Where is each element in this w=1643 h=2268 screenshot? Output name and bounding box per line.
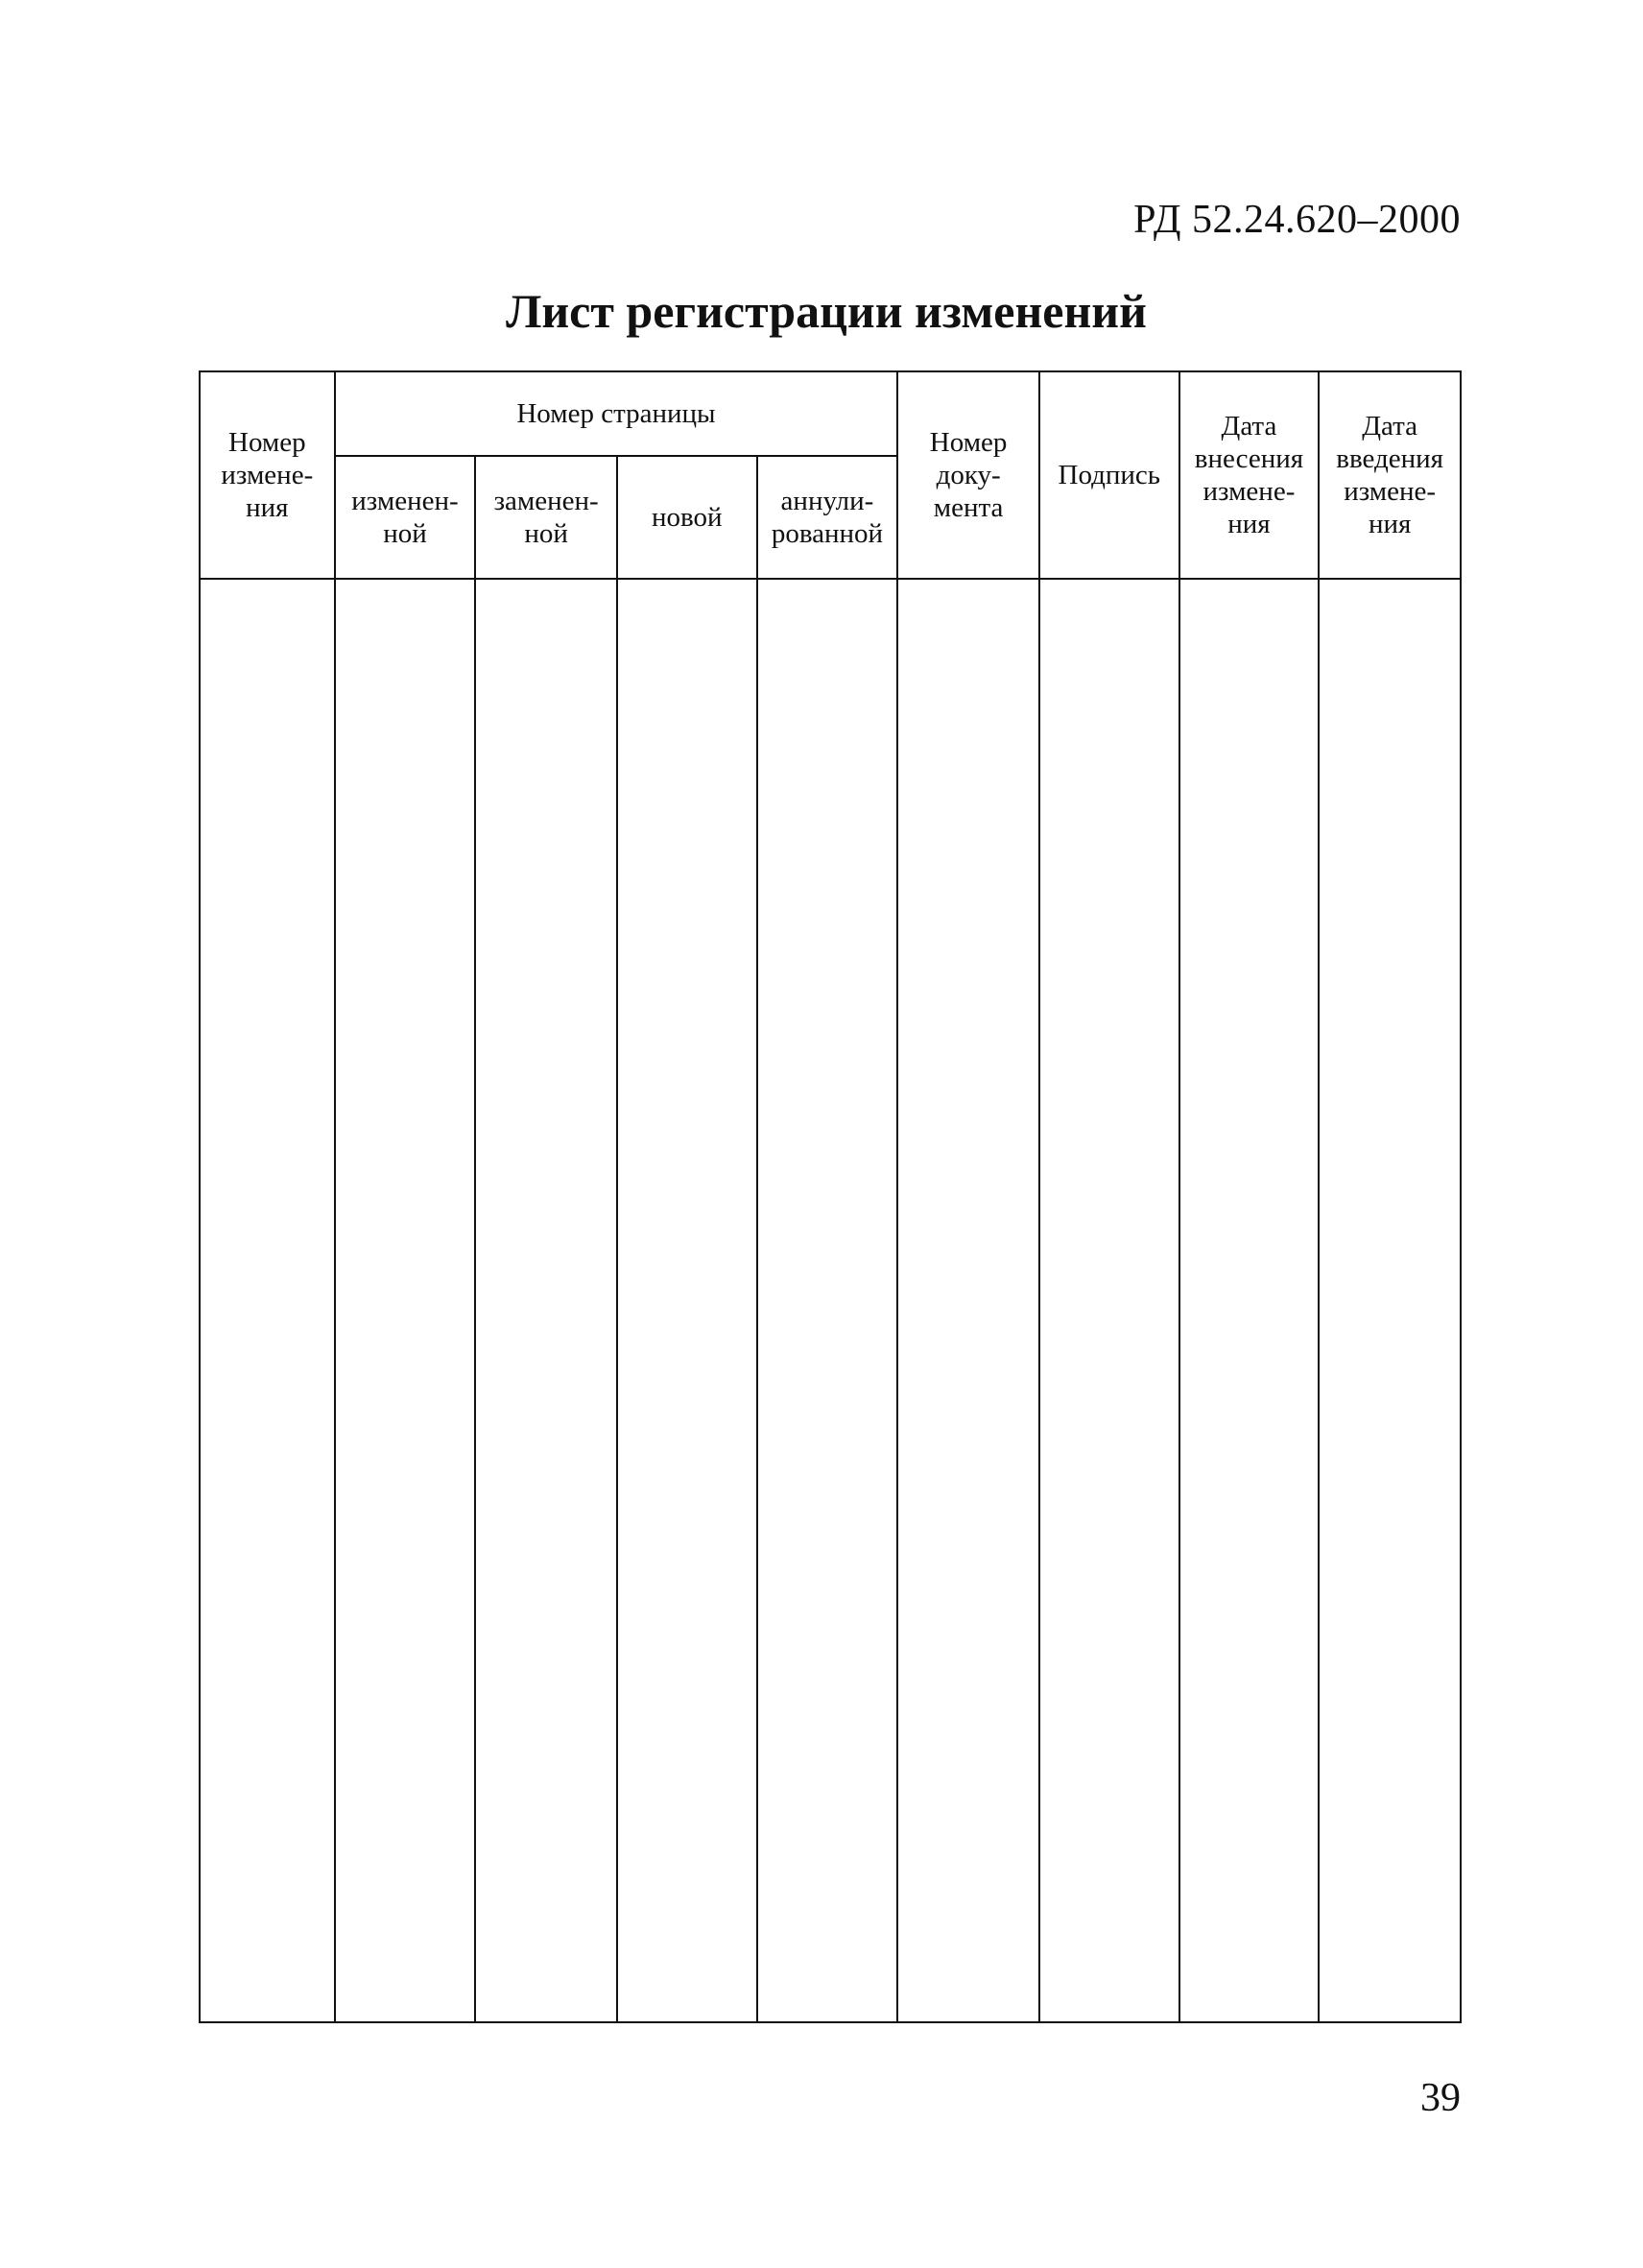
cell-effective-date[interactable] bbox=[1319, 579, 1461, 2022]
header-page-changed: изменен- ной bbox=[335, 456, 476, 579]
cell-entry-date[interactable] bbox=[1179, 579, 1320, 2022]
sheet-title: Лист регистрации изменений bbox=[506, 284, 1147, 338]
cell-page-annulled[interactable] bbox=[757, 579, 898, 2022]
header-signature: Подпись bbox=[1039, 371, 1179, 579]
cell-signature[interactable] bbox=[1039, 579, 1179, 2022]
cell-change-number[interactable] bbox=[200, 579, 335, 2022]
cell-document-number[interactable] bbox=[897, 579, 1039, 2022]
header-page-annulled: аннули- рованной bbox=[757, 456, 898, 579]
header-page-replaced: заменен- ной bbox=[475, 456, 617, 579]
cell-page-changed[interactable] bbox=[335, 579, 476, 2022]
cell-page-replaced[interactable] bbox=[475, 579, 617, 2022]
table-row bbox=[200, 579, 1461, 2022]
header-page-number-group: Номер страницы bbox=[335, 371, 898, 456]
header-page-new: новой bbox=[617, 456, 757, 579]
header-change-number: Номер измене- ния bbox=[200, 371, 335, 579]
cell-page-new[interactable] bbox=[617, 579, 757, 2022]
change-registration-table bbox=[199, 370, 1462, 2023]
header-document-number: Номер доку- мента bbox=[897, 371, 1039, 579]
header-entry-date: Дата внесения измене- ния bbox=[1179, 371, 1320, 579]
page-number: 39 bbox=[1420, 2076, 1461, 2120]
document-code: РД 52.24.620–2000 bbox=[1133, 198, 1461, 242]
header-effective-date: Дата введения измене- ния bbox=[1319, 371, 1461, 579]
